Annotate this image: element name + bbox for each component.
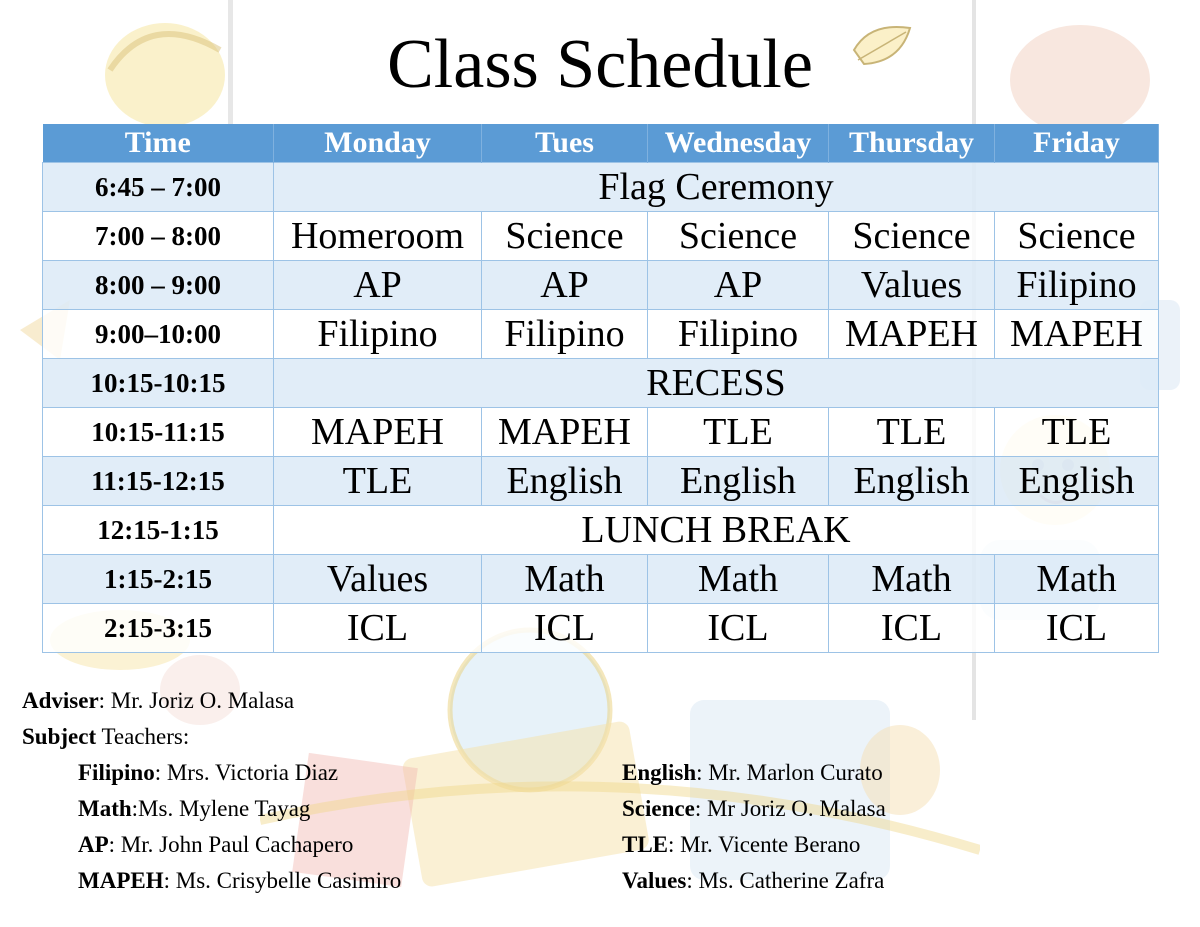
teacher-list-left xyxy=(78,755,401,899)
time-cell: 12:15-1:15 xyxy=(43,506,274,555)
teacher-name: : Mr. Marlon Curato xyxy=(696,760,883,785)
page-title: Class Schedule xyxy=(387,26,813,103)
subject-cell: Values xyxy=(274,555,482,604)
time-cell: 7:00 – 8:00 xyxy=(43,212,274,261)
time-cell: 8:00 – 9:00 xyxy=(43,261,274,310)
teacher-item xyxy=(78,863,401,899)
recess-cell: RECESS xyxy=(274,359,1159,408)
time-cell: 1:15-2:15 xyxy=(43,555,274,604)
time-cell: 2:15-3:15 xyxy=(43,604,274,653)
teacher-item xyxy=(78,791,401,827)
table-row xyxy=(43,359,1159,408)
table-row xyxy=(43,261,1159,310)
subject-cell: Filipino xyxy=(648,310,829,359)
subject-cell: Science xyxy=(482,212,648,261)
lunch-break-cell: LUNCH BREAK xyxy=(274,506,1159,555)
teacher-item xyxy=(622,755,886,791)
subject-teachers-label-bold: Subject xyxy=(22,724,97,749)
subject-name: Values xyxy=(622,868,687,893)
header-wednesday: Wednesday xyxy=(648,124,829,163)
subject-cell: Math xyxy=(829,555,995,604)
subject-cell: MAPEH xyxy=(482,408,648,457)
subject-cell: Values xyxy=(829,261,995,310)
table-row xyxy=(43,163,1159,212)
table-row xyxy=(43,457,1159,506)
subject-cell: Filipino xyxy=(995,261,1159,310)
time-cell: 10:15-11:15 xyxy=(43,408,274,457)
subject-cell: Math xyxy=(648,555,829,604)
header-friday: Friday xyxy=(995,124,1159,163)
teacher-name: : Mrs. Victoria Diaz xyxy=(154,760,339,785)
subject-cell: Science xyxy=(648,212,829,261)
subject-cell: English xyxy=(648,457,829,506)
adviser-label: Adviser xyxy=(22,688,99,713)
subject-cell: Filipino xyxy=(482,310,648,359)
subject-teachers-label-rest: Teachers: xyxy=(96,724,190,749)
subject-name: English xyxy=(622,760,697,785)
table-row xyxy=(43,408,1159,457)
class-schedule-table xyxy=(42,124,1159,653)
time-cell: 9:00–10:00 xyxy=(43,310,274,359)
subject-name: AP xyxy=(78,832,109,857)
table-row xyxy=(43,212,1159,261)
teacher-item xyxy=(622,863,886,899)
subject-cell: Science xyxy=(995,212,1159,261)
subject-name: Science xyxy=(622,796,695,821)
subject-cell: Science xyxy=(829,212,995,261)
teacher-item xyxy=(622,827,886,863)
subject-cell: Filipino xyxy=(274,310,482,359)
header-row xyxy=(43,124,1159,163)
teacher-name: : Ms. Catherine Zafra xyxy=(686,868,885,893)
header-monday: Monday xyxy=(274,124,482,163)
subject-cell: AP xyxy=(648,261,829,310)
subject-cell: Homeroom xyxy=(274,212,482,261)
adviser-name: : Mr. Joriz O. Malasa xyxy=(98,688,295,713)
subject-name: TLE xyxy=(622,832,669,857)
subject-teachers-heading xyxy=(22,719,189,755)
subject-name: Filipino xyxy=(78,760,155,785)
subject-cell: ICL xyxy=(995,604,1159,653)
teacher-name: : Mr Joriz O. Malasa xyxy=(694,796,886,821)
subject-cell: Math xyxy=(482,555,648,604)
subject-cell: MAPEH xyxy=(274,408,482,457)
table-row xyxy=(43,506,1159,555)
teacher-name: : Mr. Vicente Berano xyxy=(668,832,861,857)
subject-cell: TLE xyxy=(995,408,1159,457)
time-cell: 10:15-10:15 xyxy=(43,359,274,408)
table-row xyxy=(43,604,1159,653)
time-cell: 6:45 – 7:00 xyxy=(43,163,274,212)
subject-cell: AP xyxy=(482,261,648,310)
teacher-name: : Ms. Crisybelle Casimiro xyxy=(163,868,402,893)
header-thursday: Thursday xyxy=(829,124,995,163)
subject-cell: ICL xyxy=(829,604,995,653)
subject-cell: English xyxy=(482,457,648,506)
teacher-item xyxy=(622,791,886,827)
teacher-name: : Mr. John Paul Cachapero xyxy=(108,832,354,857)
header-time: Time xyxy=(43,124,274,163)
subject-cell: ICL xyxy=(274,604,482,653)
teacher-item xyxy=(78,755,401,791)
table-row xyxy=(43,310,1159,359)
teacher-name: :Ms. Mylene Tayag xyxy=(131,796,311,821)
adviser-line xyxy=(22,683,294,719)
leaf-icon xyxy=(850,20,914,72)
header-tuesday: Tues xyxy=(482,124,648,163)
flag-ceremony-cell: Flag Ceremony xyxy=(274,163,1159,212)
subject-cell: English xyxy=(995,457,1159,506)
subject-cell: ICL xyxy=(648,604,829,653)
subject-cell: MAPEH xyxy=(995,310,1159,359)
subject-cell: TLE xyxy=(829,408,995,457)
subject-cell: AP xyxy=(274,261,482,310)
subject-cell: MAPEH xyxy=(829,310,995,359)
subject-cell: Math xyxy=(995,555,1159,604)
subject-cell: TLE xyxy=(274,457,482,506)
subject-name: Math xyxy=(78,796,132,821)
teacher-item xyxy=(78,827,401,863)
subject-cell: English xyxy=(829,457,995,506)
subject-cell: TLE xyxy=(648,408,829,457)
subject-name: MAPEH xyxy=(78,868,164,893)
teacher-list-right xyxy=(622,755,886,899)
table-row xyxy=(43,555,1159,604)
time-cell: 11:15-12:15 xyxy=(43,457,274,506)
subject-cell: ICL xyxy=(482,604,648,653)
